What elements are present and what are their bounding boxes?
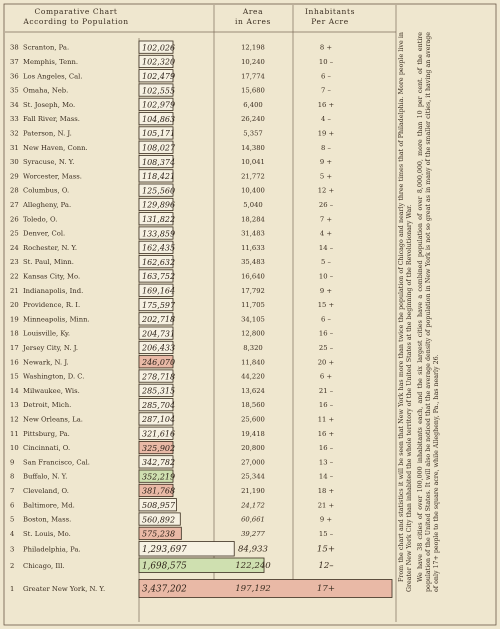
area-value: 31,483 [241,229,265,238]
population-label: 133,859 [142,229,176,239]
per-acre-value: 18 + [317,486,335,495]
row-city: Columbus, O. [23,186,70,195]
row-city: Paterson, N. J. [23,129,72,138]
row-city: Washington, D. C. [23,372,85,381]
side-note-text [398,32,488,592]
row-rank: 32 [10,129,19,138]
per-acre-value: 25 – [318,343,334,352]
row-city: Worcester, Mass. [23,172,82,181]
per-acre-value: 4 – [321,115,331,124]
inhab-header-line1: Inhabitants [304,7,356,16]
row-rank: 29 [10,172,19,181]
per-acre-value: 21 – [318,386,334,395]
population-label: 278,718 [142,372,176,382]
population-label: 287,104 [142,415,176,425]
per-acre-value: 26 – [318,200,334,209]
population-label: 102,979 [142,100,176,110]
row-rank: 11 [10,429,19,438]
row-city: Milwaukee, Wis. [23,386,80,395]
row-rank: 4 [10,529,15,538]
side-note-paragraph-1: From the chart and statistics it will be seen that New York has more than twice the population of Chicago and nearly three times that of Philadelphia. More people live in Greater New York City than inhabited the whole territory of the United States at the beginning of the Revolutionary War. [398,32,414,592]
population-label: 204,731 [142,329,176,339]
population-label: 206,433 [142,343,176,353]
chart-header-line2: According to Population [23,17,129,26]
population-label: 108,027 [142,143,176,153]
row-rank: 6 [10,501,15,510]
row-rank: 16 [10,358,19,367]
area-value: 17,792 [241,286,265,295]
row-city: Newark, N. J. [23,358,69,367]
population-label: 125,560 [142,186,176,196]
row-city: Pittsburg, Pa. [23,429,70,438]
row-rank: 36 [10,72,19,81]
area-value: 122,240 [235,560,271,571]
row-rank: 7 [10,486,15,495]
per-acre-value: 5 – [321,258,331,267]
inhab-header-line2: Per Acre [311,17,349,26]
area-value: 12,198 [241,43,265,52]
population-label: 321,616 [142,429,176,439]
population-label: 129,896 [142,200,176,210]
row-city: New Haven, Conn. [23,143,88,152]
population-label: 118,421 [142,172,176,182]
row-rank: 8 [10,472,15,481]
row-city: St. Paul, Minn. [23,258,74,267]
area-value: 20,800 [241,444,265,453]
row-rank: 34 [10,100,19,109]
per-acre-value: 10 – [318,57,334,66]
area-value: 6,400 [243,100,263,109]
row-city: Syracuse, N. Y. [23,158,75,167]
population-label: 352,219 [142,472,176,482]
population-label: 381,768 [142,486,176,496]
row-rank: 30 [10,158,19,167]
per-acre-value: 12 + [317,186,335,195]
area-value: 18,560 [241,401,265,410]
row-city: Cleveland, O. [23,486,69,495]
row-city: Denver, Col. [23,229,66,238]
per-acre-value: 7 – [321,86,331,95]
population-label: 508,957 [142,500,176,510]
per-acre-value: 8 + [319,43,333,52]
area-value: 17,774 [241,72,265,81]
per-acre-value: 15 + [317,301,335,310]
row-city: Toledo, O. [23,215,58,224]
population-label: 1,698,575 [142,561,187,572]
row-rank: 9 [10,458,15,467]
row-city: Scranton, Pa. [23,43,70,52]
row-rank: 14 [10,386,19,395]
per-acre-value: 4 + [319,229,333,238]
row-rank: 33 [10,115,19,124]
per-acre-value: 11 + [317,415,335,424]
per-acre-value: 17+ [316,584,336,594]
per-acre-value: 9 + [319,286,333,295]
population-label: 3,437,202 [142,584,187,595]
row-rank: 3 [10,545,15,554]
area-value: 18,284 [241,215,265,224]
row-city: Fall River, Mass. [23,115,80,124]
row-city: San Francisco, Cal. [23,458,90,467]
row-city: Baltimore, Md. [23,501,75,510]
area-value: 26,240 [241,115,265,124]
per-acre-value: 15+ [316,544,336,555]
population-label: 285,315 [142,386,176,396]
area-value: 12,800 [241,329,265,338]
row-rank: 22 [10,272,19,281]
area-value: 35,483 [241,258,265,267]
population-label: 575,238 [142,529,176,539]
row-city: St. Louis, Mo. [23,529,71,538]
area-value: 10,240 [241,57,265,66]
area-value: 84,933 [237,544,269,555]
row-city: Detroit, Mich. [23,401,72,410]
per-acre-value: 16 – [318,401,334,410]
row-rank: 21 [10,286,19,295]
row-city: Louisville, Ky. [23,329,71,338]
row-rank: 12 [10,415,19,424]
population-label: 104,863 [142,114,176,124]
area-value: 8,320 [243,343,263,352]
row-rank: 37 [10,57,19,66]
row-rank: 25 [10,229,19,238]
row-city: Memphis, Tenn. [23,57,79,66]
population-label: 285,704 [142,400,176,410]
row-city: Los Angeles, Cal. [23,72,83,81]
row-rank: 26 [10,215,19,224]
area-value: 19,418 [241,429,265,438]
row-rank: 15 [10,372,19,381]
population-label: 202,718 [142,315,176,325]
area-value: 60,661 [241,515,265,524]
area-value: 39,277 [241,529,265,538]
per-acre-value: 13 – [318,458,334,467]
row-city: New Orleans, La. [23,415,83,424]
area-value: 25,344 [241,472,265,481]
area-header-line1: Area [242,7,264,16]
row-city: Jersey City, N. J. [23,343,79,352]
area-value: 11,633 [241,243,265,252]
side-note-paragraph-2: We have 38 cities of over 100,000 inhabitants each, and the six largest cities have a combined population of over 8,000,000, more than 10 per cent. of the entire population of the United States. It will also be noticed that the average density of population in New York is not so great as in many of the smaller cities, it having an average of only 17+ people to the square acre, while Allegheny, Pa., has nearly 26. [416,32,441,592]
row-rank: 24 [10,243,19,252]
area-value: 10,041 [241,158,265,167]
population-label: 560,892 [142,515,176,525]
chart-header-line1: Comparative Chart [34,7,118,16]
population-label: 131,822 [142,214,176,224]
area-value: 44,220 [241,372,265,381]
population-label: 169,164 [142,286,176,296]
population-label: 162,435 [142,243,176,253]
population-label: 102,479 [142,71,176,81]
per-acre-value: 20 + [317,358,335,367]
population-label: 102,320 [142,57,176,67]
per-acre-value: 14 – [318,472,334,481]
per-acre-value: 6 + [319,372,333,381]
per-acre-value: 16 + [317,100,335,109]
area-value: 13,624 [241,386,265,395]
row-rank: 2 [10,561,15,570]
population-label: 175,597 [142,300,176,310]
per-acre-value: 16 – [318,329,334,338]
row-city: Omaha, Neb. [23,86,69,95]
area-value: 10,400 [241,186,265,195]
per-acre-value: 10 – [318,272,334,281]
population-label: 108,374 [142,157,176,167]
row-rank: 10 [10,444,19,453]
row-city: Rochester, N. Y. [23,243,78,252]
row-city: Chicago, Ill. [23,561,65,570]
population-label: 105,171 [142,129,176,139]
row-city: Buffalo, N. Y. [23,472,68,481]
row-city: St. Joseph, Mo. [23,100,76,109]
area-value: 11,705 [241,301,265,310]
population-label: 325,902 [142,443,176,453]
row-rank: 38 [10,43,19,52]
area-value: 27,000 [241,458,265,467]
area-value: 15,680 [241,86,265,95]
row-city: Providence, R. I. [23,301,81,310]
row-rank: 28 [10,186,19,195]
area-value: 34,105 [241,315,265,324]
population-label: 163,752 [142,272,176,282]
row-city: Allegheny, Pa. [23,200,72,209]
row-rank: 35 [10,86,19,95]
row-rank: 27 [10,200,19,209]
area-value: 25,600 [241,415,265,424]
per-acre-value: 14 – [318,243,334,252]
row-rank: 18 [10,329,19,338]
area-value: 5,357 [243,129,263,138]
row-rank: 19 [10,315,19,324]
area-value: 21,190 [241,486,265,495]
row-city: Indianapolis, Ind. [23,286,84,295]
per-acre-value: 21 + [317,501,335,510]
row-rank: 23 [10,258,19,267]
row-rank: 17 [10,343,19,352]
population-label: 102,555 [142,86,176,96]
area-value: 14,380 [241,143,265,152]
area-header-line2: in Acres [235,17,271,26]
per-acre-value: 8 – [321,143,331,152]
population-label: 246,070 [142,357,176,367]
area-value: 16,640 [241,272,265,281]
per-acre-value: 19 + [317,129,335,138]
per-acre-value: 16 – [318,444,334,453]
per-acre-value: 16 + [317,429,335,438]
side-note [398,32,488,592]
row-rank: 31 [10,143,19,152]
row-city: Boston, Mass. [23,515,72,524]
row-city: Kansas City, Mo. [23,272,81,281]
population-label: 342,782 [142,458,176,468]
per-acre-value: 6 – [321,72,331,81]
row-city: Philadelphia, Pa. [23,545,81,554]
row-rank: 1 [10,585,15,593]
area-value: 197,192 [235,584,271,594]
row-rank: 5 [10,515,15,524]
per-acre-value: 7 + [319,215,333,224]
per-acre-value: 5 + [319,172,333,181]
area-value: 11,840 [241,358,265,367]
per-acre-value: 6 – [321,315,331,324]
population-label: 162,632 [142,257,176,267]
per-acre-value: 15 – [318,529,334,538]
per-acre-value: 9 + [319,158,333,167]
area-value: 24,172 [241,501,265,510]
per-acre-value: 12– [318,560,334,571]
area-value: 21,772 [241,172,265,181]
row-city: Greater New York, N. Y. [23,585,106,593]
area-value: 5,040 [243,200,263,209]
row-rank: 13 [10,401,19,410]
row-rank: 20 [10,301,19,310]
population-label: 1,293,697 [142,544,187,555]
row-city: Minneapolis, Minn. [23,315,90,324]
per-acre-value: 9 + [319,515,333,524]
population-label: 102,026 [142,43,176,53]
row-city: Cincinnati, O. [23,444,71,453]
